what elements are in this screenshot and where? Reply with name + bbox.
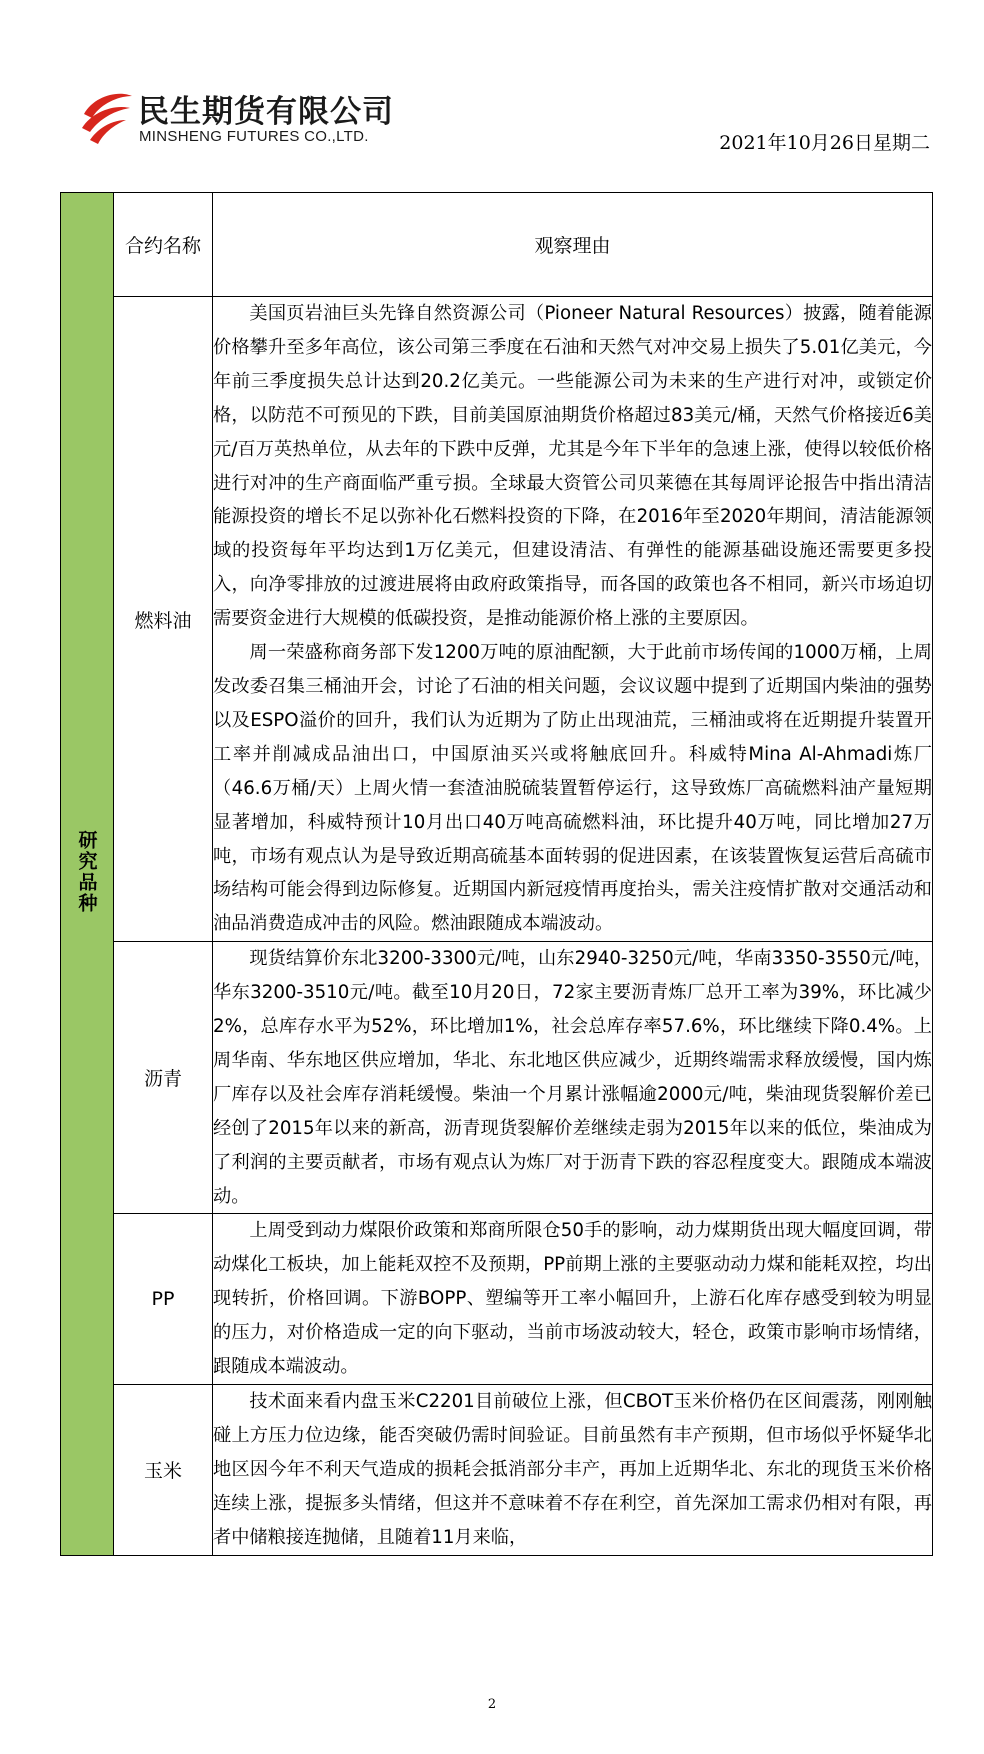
observation-paragraph: 技术面来看内盘玉米C2201目前破位上涨，但CBOT玉米价格仍在区间震荡，刚刚触碰上方压力位边缘，能否突破仍需时间验证。目前虽然有丰产预期，但市场似乎怀疑华北地区因今年不利天气造成的损耗会抵消部分丰产，再加上近期华北、东北的现货玉米价格连续上涨，提振多头情绪，但这并不意味着不存在利空，首先深加工需求仍相对有限，再者中储粮接连抛储，且随着11月来临，	[213, 1391, 932, 1548]
observation-paragraph: 现货结算价东北3200-3300元/吨，山东2940-3250元/吨，华南3350-3550元/吨，华东3200-3510元/吨。截至10月20日，72家主要沥青炼厂总开工率为39%，环比减少2%，总库存水平为52%，环比增加1%，社会总库存率57.6%，环比继续下降0.4%。上周华南、华东地区供应增加，华北、东北地区供应减少，近期终端需求释放缓慢，国内炼厂库存以及社会库存消耗缓慢。柴油一个月累计涨幅逾2000元/吨，柴油现货裂解价差已经创了2015年以来的新高，沥青现货裂解价差继续走弱为2015年以来的低位，柴油成为了利润的主要贡献者，市场有观点认为炼厂对于沥青下跌的容忍程度变大。跟随成本端波动。	[213, 948, 932, 1207]
contract-name: PP	[114, 1214, 213, 1385]
table-row	[61, 1385, 933, 1556]
table-row	[61, 1214, 933, 1385]
observation-paragraph: 上周受到动力煤限价政策和郑商所限仓50手的影响，动力煤期货出现大幅度回调，带动煤化工板块，加上能耗双控不及预期，PP前期上涨的主要驱动动力煤和能耗双控，均出现转折，价格回调。下游BOPP、塑编等开工率小幅回升，上游石化库存感受到较为明显的压力，对价格造成一定的向下驱动，当前市场波动较大，轻仓，政策市影响市场情绪，跟随成本端波动。	[213, 1220, 932, 1378]
observation-cell	[213, 297, 933, 942]
company-name-cn: 民生期货有限公司	[138, 94, 394, 130]
minsheng-logo-icon	[78, 84, 134, 146]
sidebar-label-cell	[61, 193, 114, 1556]
contract-name: 沥青	[114, 942, 213, 1214]
observation-paragraph: 美国页岩油巨头先锋自然资源公司（Pioneer Natural Resources）披露，随着能源价格攀升至多年高位，该公司第三季度在石油和天然气对冲交易上损失了5.01亿美元，今年前三季度损失总计达到20.2亿美元。一些能源公司为未来的生产进行对冲，或锁定价格，以防范不可预见的下跌，目前美国原油期货价格超过83美元/桶，天然气价格接近6美元/百万英热单位，从去年的下跌中反弹，尤其是今年下半年的急速上涨，使得以较低价格进行对冲的生产商面临严重亏损。全球最大资管公司贝莱德在其每周评论报告中指出清洁能源投资的增长不足以弥补化石燃料投资的下降，在2016年至2020年期间，清洁能源领域的投资每年平均达到1万亿美元，但建设清洁、有弹性的能源基础设施还需要更多投入，向净零排放的过渡进展将由政府政策指导，而各国的政策也各不相同，新兴市场迫切需要资金进行大规模的低碳投资，是推动能源价格上涨的主要原因。	[213, 303, 932, 630]
observation-cell	[213, 1385, 933, 1556]
research-table	[60, 192, 933, 1556]
contract-name: 燃料油	[114, 297, 213, 942]
column-header-reason: 观察理由	[213, 193, 933, 297]
company-name-en: MINSHENG FUTURES CO.,LTD.	[139, 128, 369, 145]
column-header-name: 合约名称	[114, 193, 213, 297]
table-row	[61, 942, 933, 1214]
table-header-row	[61, 193, 933, 297]
page-number: 2	[487, 1697, 497, 1712]
observation-cell	[213, 942, 933, 1214]
company-logo	[78, 84, 394, 150]
contract-name: 玉米	[114, 1385, 213, 1556]
report-date: 2021年10月26日星期二	[719, 132, 930, 154]
observation-paragraph: 周一荣盛称商务部下发1200万吨的原油配额，大于此前市场传闻的1000万桶，上周发改委召集三桶油开会，讨论了石油的相关问题，会议议题中提到了近期国内柴油的强势以及ESPO溢价的回升，我们认为近期为了防止出现油荒，三桶油或将在近期提升装置开工率并削减成品油出口，中国原油买兴或将触底回升。科威特Mina Al-Ahmadi炼厂（46.6万桶/天）上周火情一套渣油脱硫装置暂停运行，这导致炼厂高硫燃料油产量短期显著增加，科威特预计10月出口40万吨高硫燃料油，环比提升40万吨，同比增加27万吨，市场有观点认为是导致近期高硫基本面转弱的促进因素，在该装置恢复运营后高硫市场结构可能会得到边际修复。近期国内新冠疫情再度抬头，需关注疫情扩散对交通活动和油品消费造成冲击的风险。燃油跟随成本端波动。	[213, 642, 932, 935]
sidebar-label: 研究品种	[75, 829, 98, 914]
table-row	[61, 297, 933, 942]
observation-cell	[213, 1214, 933, 1385]
